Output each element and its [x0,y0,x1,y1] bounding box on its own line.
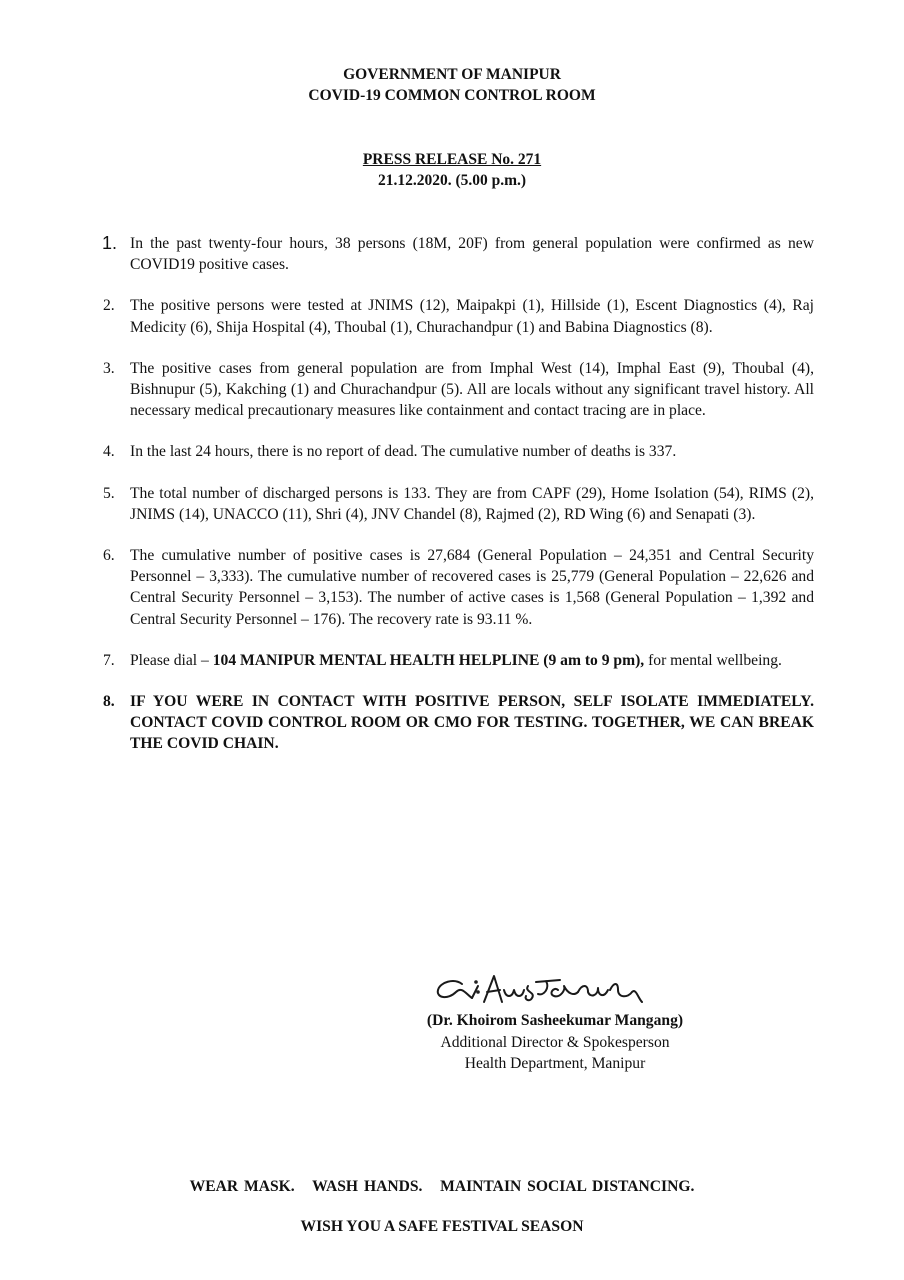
item-text: In the past twenty-four hours, 38 persons (18M, 20F) from general population were confirmed as new COVID19 positive cases. [130,235,814,274]
item-number: 5. [103,484,115,502]
control-room-title: COVID-19 COMMON CONTROL ROOM [308,87,596,104]
item-text-end: for mental wellbeing. [644,651,782,669]
item-number: 8. [103,693,115,711]
list-item [99,358,814,422]
item-number: 6. [103,547,115,565]
item-text: The positive cases from general population are from Imphal West (14), Imphal East (9), Thoubal (4), Bishnupur (5), Kakching (1) and Churachandpur (5). All are locals without any significant travel history. All necessary medical precautionary measures like containment and contact tracing are in place. [130,359,814,420]
list-item [99,295,814,337]
signatory-department: Health Department, Manipur [464,1055,646,1072]
government-title: GOVERNMENT OF MANIPUR [343,66,561,83]
item-text: The positive persons were tested at JNIMS (12), Maipakpi (1), Hillside (1), Escent Diagnostics (4), Raj Medicity (6), Shija Hospital (4), Thoubal (1), Churachandpur (1) and Babina Diagnostics (8). [130,297,814,336]
item-text: The cumulative number of positive cases is 27,684 (General Population – 24,351 and Central Security Personnel – 3,333). The cumulative number of recovered cases is 25,779 (General Population – 22,626 and Central Security Personnel – 3,153). The number of active cases is 1,568 (General Population – 1,392 and Central Security Personnel – 176). The recovery rate is 93.11 %. [130,547,814,628]
safety-slogan: WEAR MASK. WASH HANDS. MAINTAIN SOCIAL DISTANCING. [189,1178,695,1195]
item-number: 2. [103,297,115,315]
press-release-number: PRESS RELEASE No. 271 [362,151,542,168]
item-number: 1. [102,233,118,253]
list-item [99,233,814,275]
list-item [99,650,814,671]
item-number: 7. [103,651,115,669]
signatory-block [375,1010,735,1075]
signatory-title: Additional Director & Spokesperson [440,1033,670,1051]
item-text: IF YOU WERE IN CONTACT WITH POSITIVE PERSON, SELF ISOLATE IMMEDIATELY. CONTACT COVID CONTROL ROOM OR CMO FOR TESTING. TOGETHER, WE CAN BREAK THE COVID CHAIN. [130,693,814,753]
item-number: 3. [103,359,115,377]
item-text-intro: Please dial – [130,651,213,669]
press-release-heading [0,149,904,191]
list-item [99,483,814,525]
list-item [99,545,814,630]
festival-greeting: WISH YOU A SAFE FESTIVAL SEASON [300,1218,584,1235]
press-release-date: 21.12.2020. (5.00 p.m.) [377,172,527,189]
item-text: In the last 24 hours, there is no report of dead. The cumulative number of deaths is 337. [130,443,677,461]
item-number: 4. [103,443,115,461]
list-item [99,441,814,462]
signatory-name: (Dr. Khoirom Sasheekumar Mangang) [426,1012,684,1029]
document-header [0,64,904,106]
item-text: The total number of discharged persons is 133. They are from CAPF (29), Home Isolation (54), RIMS (2), JNIMS (14), UNACCO (11), Shri (4), JNV Chandel (8), Rajmed (2), RD Wing (6) and Senapati (3). [130,484,814,523]
list-item [99,691,814,755]
helpline-text: 104 MANIPUR MENTAL HEALTH HELPLINE (9 am to 9 pm), [212,651,645,669]
press-release-items [99,233,814,775]
signature-image [432,968,652,1012]
